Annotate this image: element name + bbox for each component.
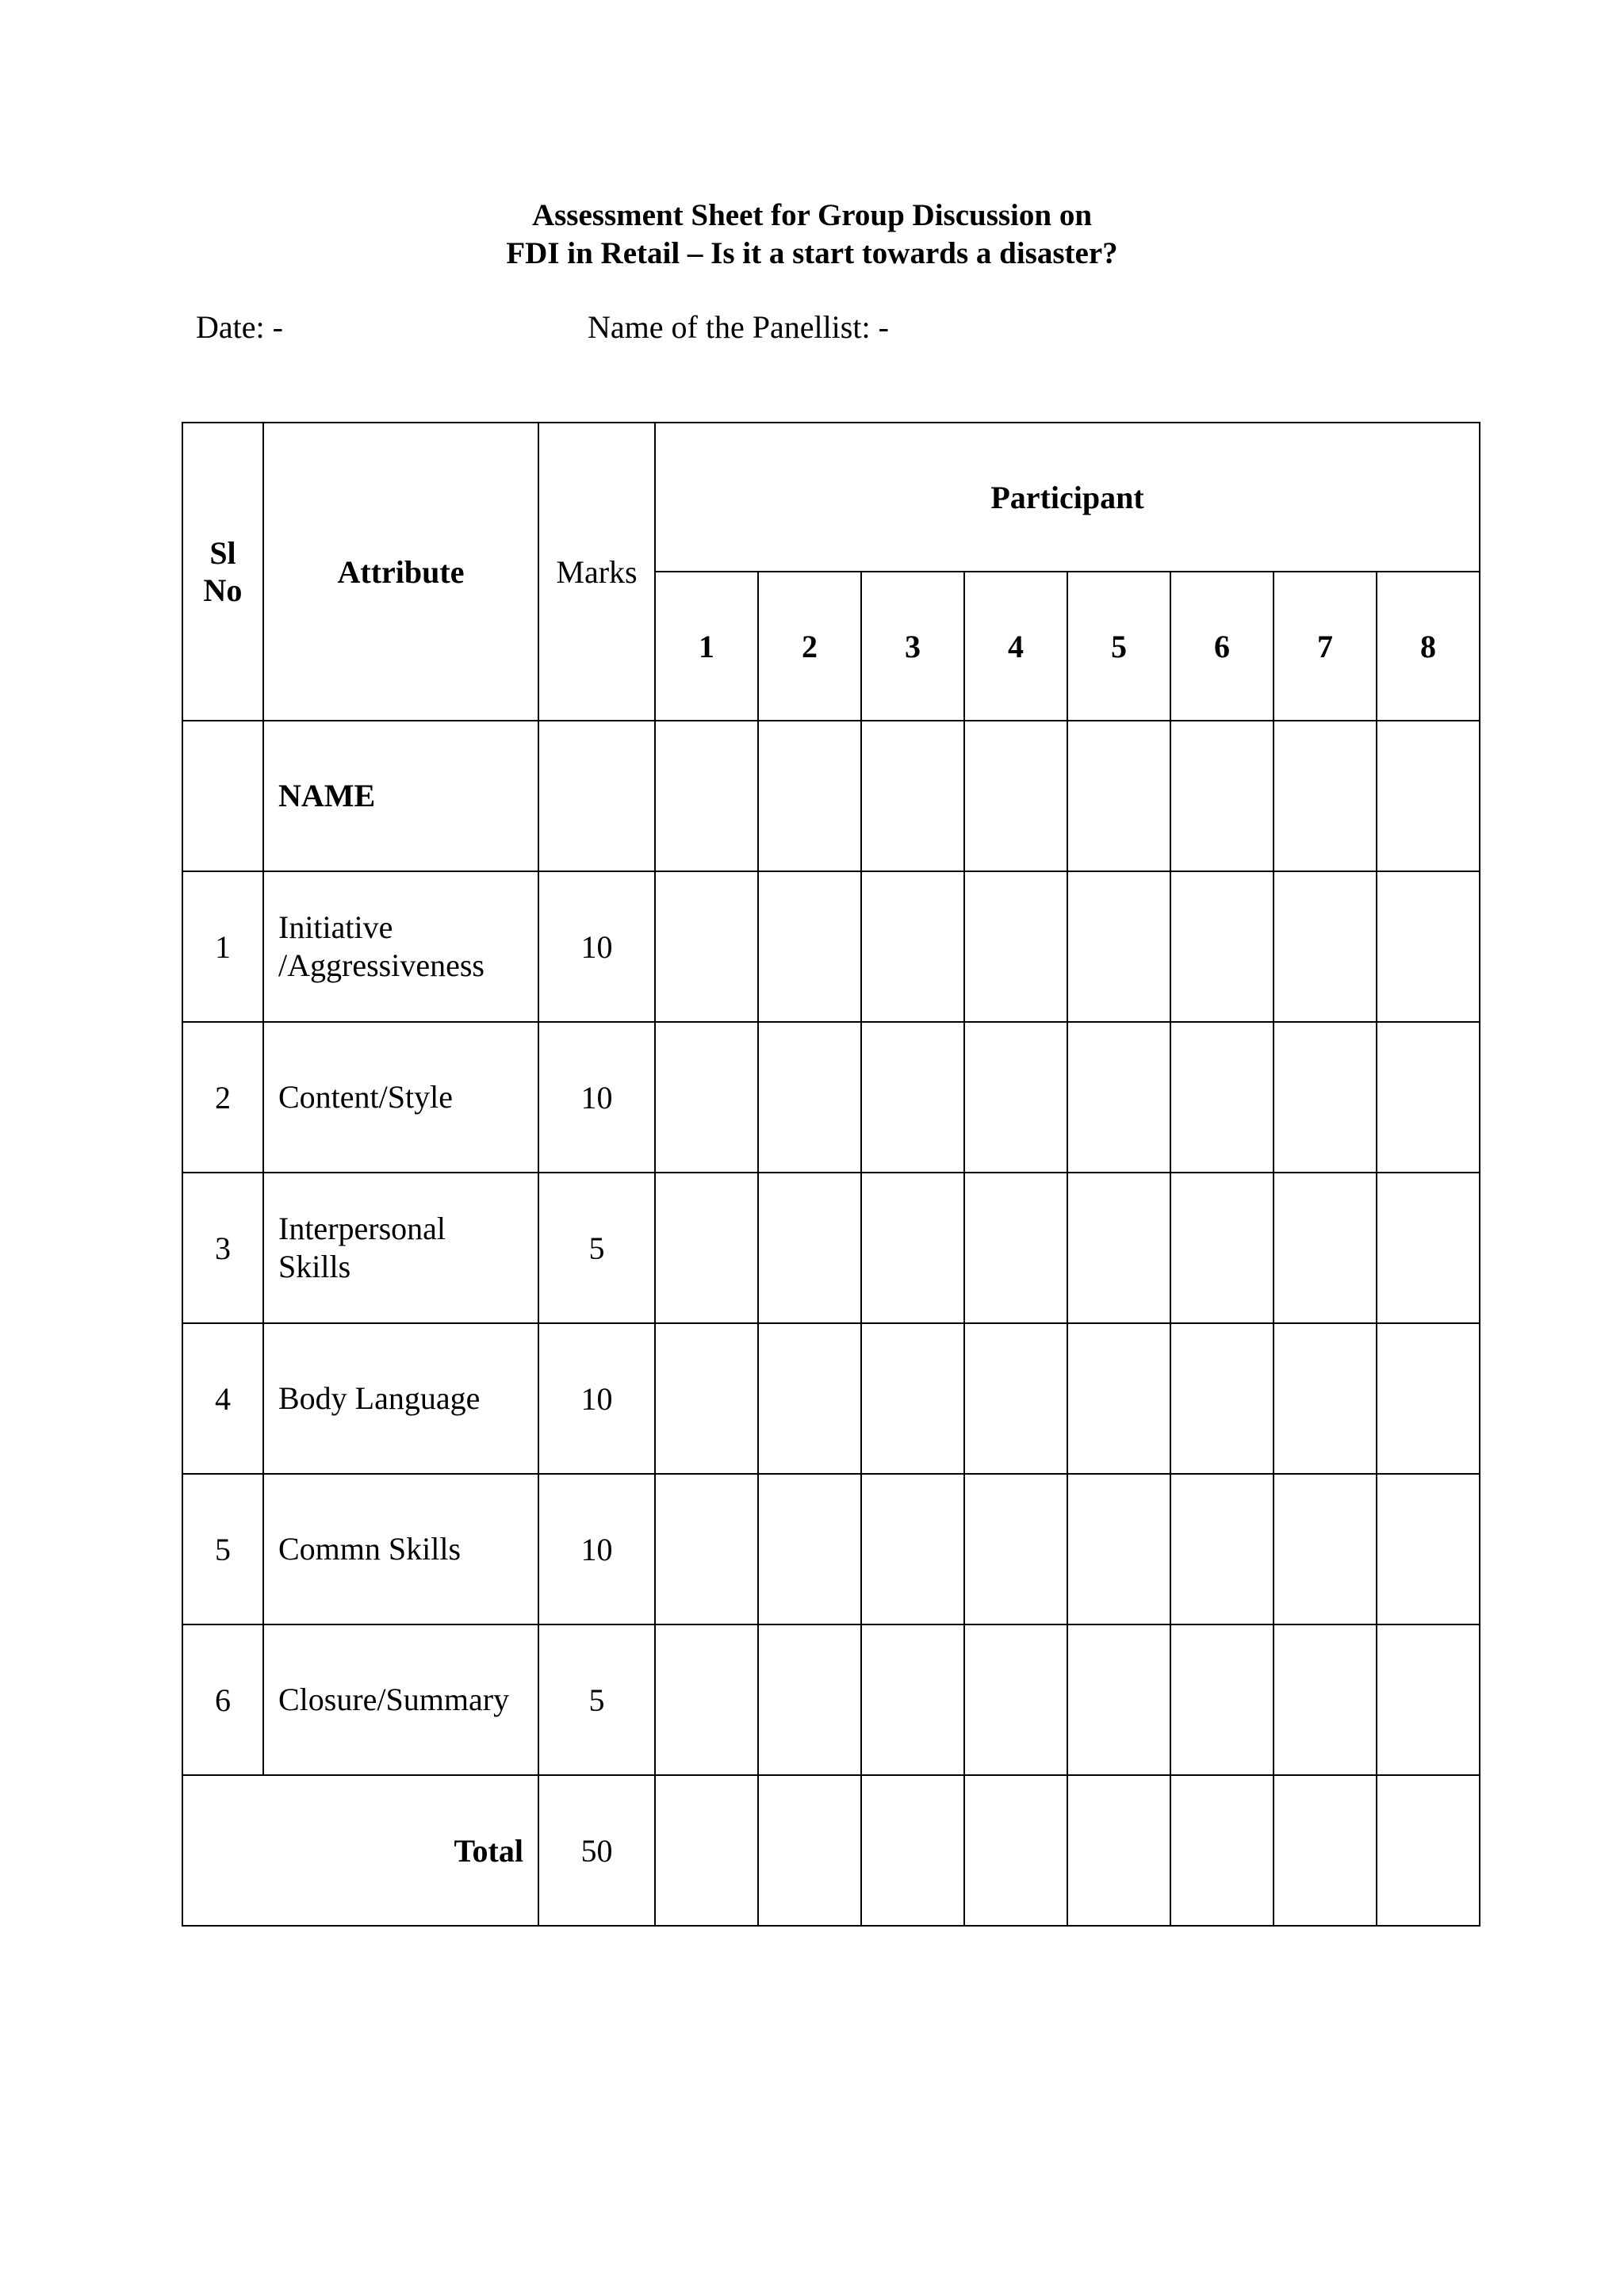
attribute-line-1: Interpersonal bbox=[278, 1211, 446, 1246]
attribute-line-2: /Aggressiveness bbox=[278, 947, 485, 983]
participant-number-header: 4 bbox=[964, 572, 1067, 721]
score-cell[interactable] bbox=[1170, 1022, 1274, 1173]
sheet-title-line-2: FDI in Retail – Is it a start towards a disaster? bbox=[506, 236, 1118, 270]
table-row bbox=[182, 1474, 1480, 1624]
score-cell[interactable] bbox=[1377, 1173, 1480, 1323]
attribute-line-1: Initiative bbox=[278, 909, 393, 945]
table-row bbox=[182, 1022, 1480, 1173]
score-cell[interactable] bbox=[1377, 721, 1480, 871]
score-cell[interactable] bbox=[1377, 1775, 1480, 1926]
score-cell[interactable] bbox=[1170, 871, 1274, 1022]
total-marks: 50 bbox=[538, 1775, 655, 1926]
score-cell[interactable] bbox=[655, 1624, 758, 1775]
score-cell[interactable] bbox=[1170, 1173, 1274, 1323]
score-cell[interactable] bbox=[1274, 721, 1377, 871]
marks-cell: 10 bbox=[538, 871, 655, 1022]
total-row bbox=[182, 1775, 1480, 1926]
attribute-cell: Closure/Summary bbox=[263, 1624, 538, 1775]
score-cell[interactable] bbox=[861, 1323, 964, 1474]
score-cell[interactable] bbox=[861, 1022, 964, 1173]
score-cell[interactable] bbox=[758, 871, 861, 1022]
score-cell[interactable] bbox=[1170, 1323, 1274, 1474]
participant-header: Participant bbox=[655, 423, 1480, 572]
score-cell[interactable] bbox=[964, 1022, 1067, 1173]
name-row-label: NAME bbox=[263, 721, 538, 871]
participant-number-header: 2 bbox=[758, 572, 861, 721]
score-cell[interactable] bbox=[1274, 1323, 1377, 1474]
table-row bbox=[182, 1624, 1480, 1775]
score-cell[interactable] bbox=[655, 1323, 758, 1474]
score-cell[interactable] bbox=[964, 1624, 1067, 1775]
attribute-cell bbox=[263, 1173, 538, 1323]
score-cell[interactable] bbox=[1170, 721, 1274, 871]
sl-cell: 6 bbox=[182, 1624, 263, 1775]
score-cell[interactable] bbox=[758, 1173, 861, 1323]
score-cell[interactable] bbox=[758, 721, 861, 871]
score-cell[interactable] bbox=[1377, 1323, 1480, 1474]
score-cell[interactable] bbox=[758, 1775, 861, 1926]
score-cell[interactable] bbox=[964, 871, 1067, 1022]
marks-cell: 10 bbox=[538, 1474, 655, 1624]
score-cell[interactable] bbox=[1377, 871, 1480, 1022]
marks-header: Marks bbox=[538, 423, 655, 721]
score-cell[interactable] bbox=[861, 721, 964, 871]
sl-no-header-line-2: No bbox=[203, 572, 243, 608]
participant-number-header: 3 bbox=[861, 572, 964, 721]
score-cell[interactable] bbox=[1067, 1775, 1170, 1926]
participant-number-header: 8 bbox=[1377, 572, 1480, 721]
attribute-cell: Content/Style bbox=[263, 1022, 538, 1173]
marks-cell: 10 bbox=[538, 1022, 655, 1173]
score-cell[interactable] bbox=[1170, 1474, 1274, 1624]
score-cell[interactable] bbox=[1377, 1474, 1480, 1624]
score-cell[interactable] bbox=[964, 1323, 1067, 1474]
sheet-title-line-1: Assessment Sheet for Group Discussion on bbox=[531, 198, 1093, 232]
date-label: Date: - bbox=[196, 309, 283, 345]
score-cell[interactable] bbox=[964, 1775, 1067, 1926]
score-cell[interactable] bbox=[655, 721, 758, 871]
participant-number-header: 1 bbox=[655, 572, 758, 721]
score-cell[interactable] bbox=[758, 1323, 861, 1474]
score-cell[interactable] bbox=[964, 1173, 1067, 1323]
marks-cell: 5 bbox=[538, 1624, 655, 1775]
sl-cell: 4 bbox=[182, 1323, 263, 1474]
attribute-header: Attribute bbox=[263, 423, 538, 721]
score-cell[interactable] bbox=[861, 1624, 964, 1775]
marks-cell: 10 bbox=[538, 1323, 655, 1474]
score-cell[interactable] bbox=[655, 1474, 758, 1624]
score-cell[interactable] bbox=[1067, 1624, 1170, 1775]
score-cell[interactable] bbox=[655, 871, 758, 1022]
table-row bbox=[182, 1323, 1480, 1474]
sl-cell: 3 bbox=[182, 1173, 263, 1323]
score-cell[interactable] bbox=[758, 1022, 861, 1173]
attribute-cell: Commn Skills bbox=[263, 1474, 538, 1624]
sl-cell bbox=[182, 721, 263, 871]
total-label: Total bbox=[182, 1775, 538, 1926]
sl-cell: 1 bbox=[182, 871, 263, 1022]
score-cell[interactable] bbox=[1067, 1173, 1170, 1323]
score-cell[interactable] bbox=[964, 721, 1067, 871]
marks-cell bbox=[538, 721, 655, 871]
attribute-cell: Body Language bbox=[263, 1323, 538, 1474]
assessment-table bbox=[182, 422, 1480, 1927]
score-cell[interactable] bbox=[1274, 871, 1377, 1022]
score-cell[interactable] bbox=[1067, 721, 1170, 871]
sl-cell: 5 bbox=[182, 1474, 263, 1624]
sl-cell: 2 bbox=[182, 1022, 263, 1173]
score-cell[interactable] bbox=[861, 871, 964, 1022]
name-row bbox=[182, 721, 1480, 871]
score-cell[interactable] bbox=[1377, 1022, 1480, 1173]
participant-number-header: 7 bbox=[1274, 572, 1377, 721]
score-cell[interactable] bbox=[1274, 1775, 1377, 1926]
score-cell[interactable] bbox=[1067, 1022, 1170, 1173]
score-cell[interactable] bbox=[1067, 1474, 1170, 1624]
score-cell[interactable] bbox=[1067, 871, 1170, 1022]
score-cell[interactable] bbox=[1067, 1323, 1170, 1474]
participant-number-header: 6 bbox=[1170, 572, 1274, 721]
score-cell[interactable] bbox=[861, 1775, 964, 1926]
participant-number-header: 5 bbox=[1067, 572, 1170, 721]
score-cell[interactable] bbox=[964, 1474, 1067, 1624]
score-cell[interactable] bbox=[758, 1474, 861, 1624]
score-cell[interactable] bbox=[1377, 1624, 1480, 1775]
score-cell[interactable] bbox=[1274, 1474, 1377, 1624]
score-cell[interactable] bbox=[1274, 1173, 1377, 1323]
score-cell[interactable] bbox=[861, 1173, 964, 1323]
table-row bbox=[182, 1173, 1480, 1323]
attribute-cell bbox=[263, 871, 538, 1022]
score-cell[interactable] bbox=[655, 1173, 758, 1323]
score-cell[interactable] bbox=[655, 1775, 758, 1926]
score-cell[interactable] bbox=[758, 1624, 861, 1775]
score-cell[interactable] bbox=[861, 1474, 964, 1624]
score-cell[interactable] bbox=[1274, 1022, 1377, 1173]
marks-cell: 5 bbox=[538, 1173, 655, 1323]
sl-no-header-line-1: Sl bbox=[209, 535, 236, 571]
score-cell[interactable] bbox=[1170, 1624, 1274, 1775]
score-cell[interactable] bbox=[1170, 1775, 1274, 1926]
panellist-label: Name of the Panellist: - bbox=[588, 309, 889, 345]
sl-no-header bbox=[182, 423, 263, 721]
table-row bbox=[182, 871, 1480, 1022]
attribute-line-2: Skills bbox=[278, 1249, 351, 1284]
score-cell[interactable] bbox=[1274, 1624, 1377, 1775]
score-cell[interactable] bbox=[655, 1022, 758, 1173]
